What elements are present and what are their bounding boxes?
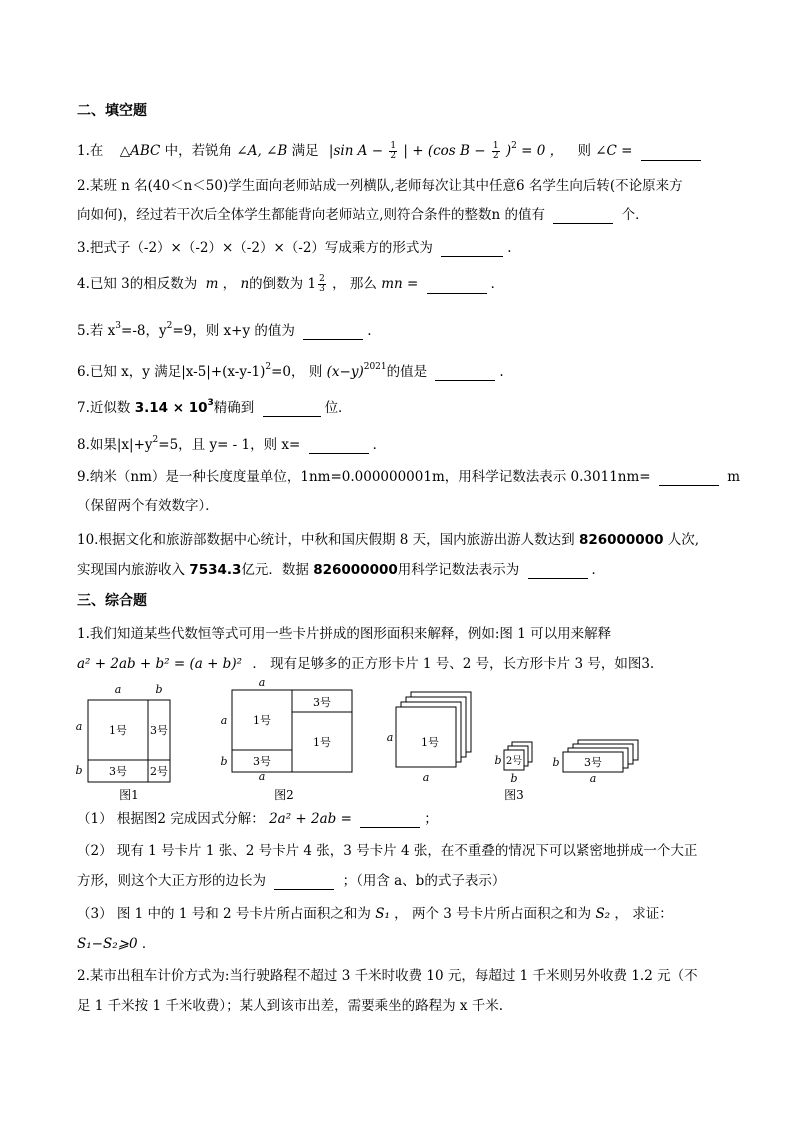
question-2-10-line1 [77,531,699,549]
q3-1-p1-text: ； [424,811,438,827]
q4-mixed-int: 1 [307,276,317,292]
svg-text:1号: 1号 [109,724,127,737]
q10-text: 人次, [667,532,700,548]
svg-text:b: b [220,755,228,768]
q6-exp: 2 [265,362,272,372]
q4-mn: mn = [381,276,419,292]
q3-1-p3-text: ． [141,936,156,952]
svg-text:2号: 2号 [150,765,168,778]
svg-text:a: a [75,720,83,733]
q1-fraction-2: $\frac{1}{2}$ [492,141,499,161]
q6-text: . [499,364,504,380]
q10-text: ． [591,562,606,578]
q4-fraction: $\frac{2}{3}$ [319,274,325,294]
question-2-2-line2 [77,206,649,224]
question-2-6 [77,358,504,381]
question-2-9-line2: （保留两个有效数字）． [77,498,219,514]
q7-pow: 3 [207,398,214,408]
answer-blank[interactable] [641,146,701,161]
svg-text:a: a [422,771,430,784]
svg-text:b: b [494,754,502,767]
q10-text: 实现国内旅游收入 [77,562,185,578]
question-3-1-line1: 1.我们知道某些代数恒等式可用一些卡片拼成的图形面积来解释，例如:图 1 可以用来解释 [77,626,612,642]
q8-text: ． [372,437,387,453]
q7-text: 7.近似数 [77,400,131,416]
answer-blank[interactable] [441,242,503,257]
svg-text:3号: 3号 [150,724,168,737]
question-2-5 [77,317,372,340]
question-3-1-line2 [77,655,654,673]
q1-angles: ∠A, ∠B [236,143,288,159]
figure-3 [387,692,638,802]
svg-text:a: a [114,683,122,696]
svg-text:a: a [589,772,597,785]
svg-text:a: a [386,731,394,744]
q5-exp: 3 [115,321,122,331]
answer-blank[interactable] [360,813,420,828]
answer-blank[interactable] [274,875,334,890]
svg-text:3号: 3号 [313,696,331,709]
answer-blank[interactable] [435,366,495,381]
question-2-8 [77,431,386,454]
q1-expr: ) [505,143,512,159]
svg-text:2号: 2号 [505,756,523,767]
q10-text: 用科学记数法表示为 [397,562,520,578]
svg-text:1号: 1号 [313,736,331,749]
q3-1-s2: S₂ [595,906,611,922]
q4-n: n [240,276,250,292]
answer-blank[interactable] [309,439,369,454]
q3-text: . [507,240,512,256]
q1-expr: = 0 ， [521,143,564,159]
svg-text:a: a [220,714,228,727]
q10-text: 10.根据文化和旅游部数据中心统计，中秋和国庆假期 8 天，国内旅游出游人数达到 [77,532,575,548]
question-3-1-part3-line1 [77,905,673,923]
q6-text: 6.已知 x，y 满足|x-5|+(x-y-1) [77,364,266,380]
question-2-7 [77,394,352,417]
q1-angle-c: ∠C = [595,143,633,159]
svg-text:3号: 3号 [584,756,602,769]
q3-1-p3-text: （3） 图 1 中的 1 号和 2 号卡片所占面积之和为 [77,906,371,922]
svg-text:图3: 图3 [504,788,524,802]
answer-blank[interactable] [659,471,719,486]
q8-exp: 2 [152,435,159,445]
question-3-2-line2: 足 1 千米按 1 千米收费）；某人到该市出差，需要乘坐的路程为 x 千米. [77,998,504,1014]
svg-text:1号: 1号 [253,714,271,727]
q5-text: 5.若 x [77,323,116,339]
svg-text:a: a [258,678,266,689]
answer-blank[interactable] [427,279,487,294]
q8-text: 8.如果|x|+y [77,437,153,453]
q10-number: 826000000 [313,562,398,578]
q10-number: 7534.3 [189,562,242,578]
question-3-1-part2-line2 [77,872,505,890]
section-title-fill-blank: 二、填空题 [77,103,147,119]
q4-text: ． [490,276,505,292]
answer-blank[interactable] [303,325,363,340]
q2-text: 向如何)，经过若干次后全体学生都能背向老师站立,则符合条件的整数n 的值有 [77,207,546,223]
q6-expr: (x−y) [326,364,364,380]
q1-text: 则 [577,143,591,159]
q6-text: 的值是 [386,364,428,380]
svg-text:b: b [155,683,163,696]
q3-1-s1: S₁ [375,906,390,922]
q5-text: =9，则 x+y 的值为 [172,323,295,339]
q8-text: =5，且 y= - 1，则 x= [158,437,301,453]
svg-text:b: b [552,756,560,769]
svg-text:a: a [258,770,266,783]
q1-text: 中，若锐角 [164,143,233,159]
svg-text:b: b [75,764,83,777]
q1-expr: |sin A − [328,143,384,159]
question-2-10-line2 [77,561,605,579]
q9-text: m [727,469,740,485]
q1-square: 2 [511,141,517,151]
svg-text:b: b [510,772,518,785]
question-3-1-part1 [77,810,438,828]
q7-number: 3.14 × 10 [134,400,208,416]
q3-1-formula: a² + 2ab + b² = (a + b)² [77,656,243,672]
q4-text: ， 那么 [332,276,377,292]
q3-1-p1-text: （1） 根据图2 完成因式分解： [77,811,265,827]
q3-1-p2-text: ；（用含 a、b的式子表示） [342,873,506,889]
q10-number: 826000000 [578,532,664,548]
q9-text: 9.纳米（nm）是一种长度度量单位，1nm=0.000000001m，用科学记数法表示 0.3011nm= [77,469,651,485]
q3-1-p3-text: ， 求证： [614,906,673,922]
q3-text: 3.把式子（-2）×（-2）×（-2）×（-2）写成乘方的形式为 [77,240,433,256]
figures-1-2-3 [70,678,670,808]
q7-text: 位． [324,400,352,416]
q1-fraction: $\frac{1}{2}$ [390,141,397,161]
q7-text: 精确到 [213,400,255,416]
question-2-1 [77,137,705,161]
answer-blank[interactable] [263,402,321,417]
q3-1-p1-expr: 2a² + 2ab = [269,811,352,827]
question-3-1-part3-line2 [77,935,155,953]
q3-1-p3-text: ， 两个 3 号卡片所占面积之和为 [394,906,592,922]
svg-text:1号: 1号 [421,736,439,749]
figure-2 [220,678,352,802]
q4-text: 4.已知 3的相反数为 [77,276,198,292]
q3-1-text: ． 现有足够多的正方形卡片 1 号、2 号，长方形卡片 3 号，如图3. [252,656,655,672]
q3-1-p3-inequality: S₁−S₂⩾0 [77,936,138,952]
q4-text: ， [222,276,237,292]
svg-text:3号: 3号 [109,765,127,778]
question-2-4 [77,275,504,294]
question-3-1-part2-line1: （2） 现有 1 号卡片 1 张、2 号卡片 4 张，3 号卡片 4 张，在不重叠的情况下可以紧密地拼成一个大正 [77,843,698,859]
q1-triangle: △ABC [119,143,161,159]
question-2-3 [77,239,512,257]
q4-text: 的倒数为 [249,276,304,292]
q2-text: 个． [621,207,649,223]
figure-1 [75,683,170,802]
svg-text:3号: 3号 [253,755,271,768]
q6-pow: 2021 [363,362,387,372]
svg-text:图1: 图1 [119,788,139,802]
section-title-comprehensive: 三、综合题 [77,593,147,609]
q5-text: . [367,323,372,339]
answer-blank[interactable] [553,209,613,224]
q10-text: 亿元．数据 [241,562,309,578]
q1-text: 1.在 [77,143,104,159]
q1-expr: | + (cos B − [403,143,486,159]
question-2-2-line1: 2.某班 n 名(40＜n＜50)学生面向老师站成一列横队,老师每次让其中任意6 名学生向后转(不论原来方 [77,178,683,194]
q5-exp: 2 [166,321,173,331]
svg-text:图2: 图2 [274,788,294,802]
q3-1-p2-text: 方形，则这个大正方形的边长为 [77,873,266,889]
q6-text: =0， 则 [271,364,323,380]
q5-text: =-8，y [121,323,167,339]
answer-blank[interactable] [528,564,588,579]
question-3-2-line1: 2.某市出租车计价方式为:当行驶路程不超过 3 千米时收费 10 元，每超过 1 千米则另外收费 1.2 元（不 [77,968,698,984]
question-2-9-line1 [77,468,740,486]
q4-m: m [205,276,219,292]
q1-text: 满足 [291,143,319,159]
